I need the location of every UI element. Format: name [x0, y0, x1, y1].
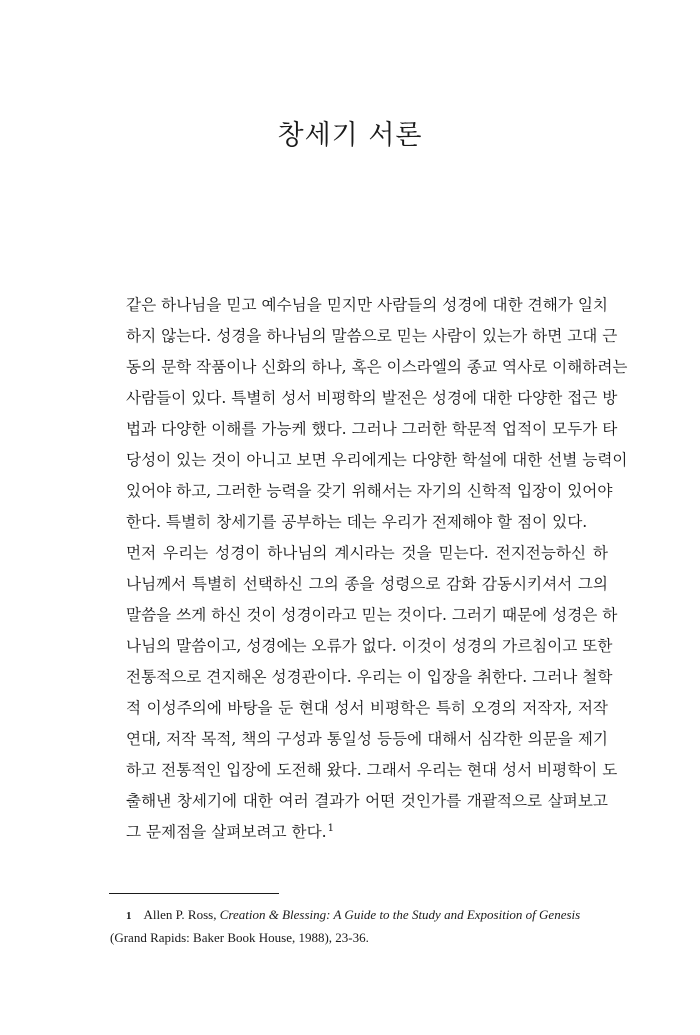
text-line: 사람들이 있다. 특별히 성서 비평학의 발전은 성경에 대한 다양한 접근 방: [126, 389, 618, 407]
paragraph-1: [110, 290, 628, 538]
chapter-title: 창세기 서론: [277, 120, 423, 151]
body-text: [110, 290, 628, 848]
text-line: 나님께서 특별히 선택하신 그의 종을 성령으로 감화 감동시키셔서 그의: [126, 575, 608, 593]
text-line: 동의 문학 작품이나 신화의 하나, 혹은 이스라엘의 종교 역사로 이해하려는: [126, 358, 628, 376]
footnote-reference[interactable]: 1: [327, 822, 334, 834]
text-line: 있어야 하고, 그러한 능력을 갖기 위해서는 자기의 신학적 입장이 있어야: [126, 482, 613, 500]
text-line: 나님의 말씀이고, 성경에는 오류가 없다. 이것이 성경의 가르침이고 또한: [126, 637, 613, 655]
footnote: [110, 904, 608, 949]
text-line: 연대, 저작 목적, 책의 구성과 통일성 등등에 대해서 심각한 의문을 제기: [126, 730, 608, 748]
text-line: 같은 하나님을 믿고 예수님을 믿지만 사람들의 성경에 대한 견해가 일치: [126, 296, 608, 314]
text-line: 하지 않는다. 성경을 하나님의 말씀으로 믿는 사람이 있는가 하면 고대 근: [126, 327, 618, 345]
paragraph-2: [110, 538, 618, 848]
footnote-publication: (Grand Rapids: Baker Book House, 1988), 23-36.: [110, 930, 369, 945]
text-line: 하고 전통적인 입장에 도전해 왔다. 그래서 우리는 현대 성서 비평학이 도: [126, 761, 618, 779]
text-line: 적 이성주의에 바탕을 둔 현대 성서 비평학은 특히 오경의 저작자, 저작: [126, 699, 608, 717]
text-line: 그 문제점을 살펴보려고 한다.: [126, 823, 327, 841]
text-line: 말씀을 쓰게 하신 것이 성경이라고 믿는 것이다. 그러기 때문에 성경은 하: [126, 606, 618, 624]
text-line: 당성이 있는 것이 아니고 보면 우리에게는 다양한 학설에 대한 선별 능력이: [126, 451, 628, 469]
text-line: 전통적으로 견지해온 성경관이다. 우리는 이 입장을 취한다. 그러나 철학: [126, 668, 613, 686]
footnote-book-title: Creation & Blessing: A Guide to the Study and Exposition of Genesis: [219, 907, 581, 922]
text-line: 한다. 특별히 창세기를 공부하는 데는 우리가 전제해야 할 점이 있다.: [126, 513, 588, 531]
footnote-divider: [109, 893, 279, 894]
footnote-number: 1: [126, 910, 132, 922]
text-line: 먼저 우리는 성경이 하나님의 계시라는 것을 믿는다. 전지전능하신 하: [126, 544, 608, 562]
text-line-last: [110, 817, 608, 848]
text-line: 출해낸 창세기에 대한 여러 결과가 어떤 것인가를 개괄적으로 살펴보고: [126, 792, 608, 810]
footnote-author: Allen P. Ross,: [143, 907, 217, 922]
text-line: 법과 다양한 이해를 가능케 했다. 그러나 그러한 학문적 업적이 모두가 타: [126, 420, 618, 438]
